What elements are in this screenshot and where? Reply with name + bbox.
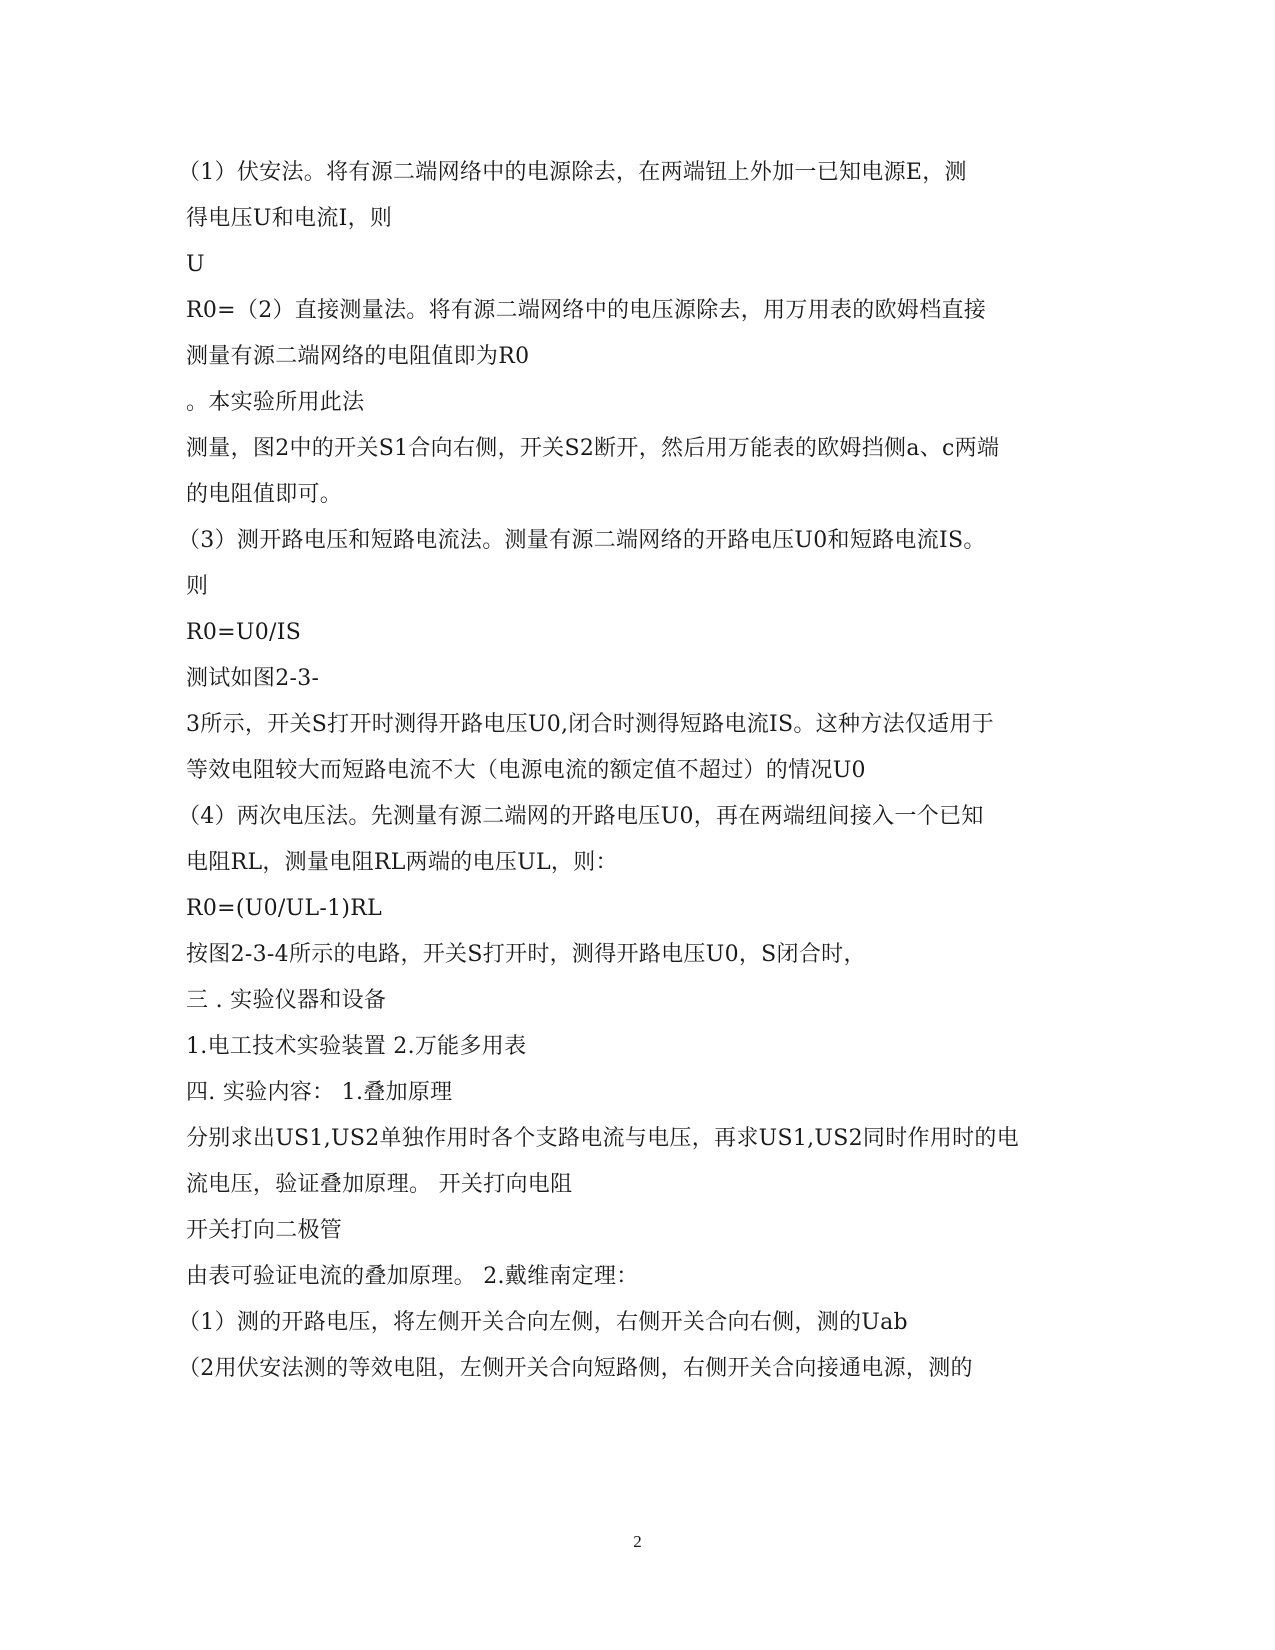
section-heading: 四. 实验内容： 1.叠加原理	[186, 1080, 453, 1105]
text-line: 的电阻值即可。	[186, 482, 343, 507]
section-heading: 三 . 实验仪器和设备	[186, 988, 387, 1013]
text-line: （1）测的开路电压，将左侧开关合向左侧，右侧开关合向右侧，测的Uab	[178, 1310, 908, 1335]
text-line: （2用伏安法测的等效电阻，左侧开关合向短路侧，右侧开关合向接通电源，测的	[178, 1356, 973, 1381]
text-line: 。本实验所用此法	[186, 390, 365, 415]
text-line: R0=（2）直接测量法。将有源二端网络中的电压源除去，用万用表的欧姆档直接	[186, 298, 987, 323]
text-line: （3）测开路电压和短路电流法。测量有源二端网络的开路电压U0和短路电流IS。	[178, 528, 986, 553]
body-text	[178, 150, 1086, 1392]
text-line: 分别求出US1,US2单独作用时各个支路电流与电压，再求US1,US2同时作用时的电	[186, 1126, 1020, 1151]
text-line: 流电压，验证叠加原理。 开关打向电阻	[186, 1172, 573, 1197]
text-line: 3所示，开关S打开时测得开路电压U0,闭合时测得短路电流IS。这种方法仅适用于	[186, 712, 995, 737]
text-line: 由表可验证电流的叠加原理。 2.戴维南定理：	[186, 1264, 639, 1289]
text-line: 则	[186, 574, 209, 599]
text-line: 得电压U和电流I，则	[186, 206, 393, 231]
text-line: 按图2-3-4所示的电路，开关S打开时，测得开路电压U0，S闭合时，	[186, 942, 866, 967]
page-number: 2	[633, 1532, 642, 1551]
text-line: （1）伏安法。将有源二端网络中的电源除去，在两端钮上外加一已知电源E，测	[178, 160, 967, 185]
text-line: 开关打向二极管	[186, 1218, 343, 1243]
text-line: R0=U0/IS	[186, 620, 302, 645]
text-line: U	[186, 252, 205, 277]
text-line: 测量有源二端网络的电阻值即为R0	[186, 344, 530, 369]
text-line: 测试如图2-3-	[186, 666, 320, 691]
text-line: 测量，图2中的开关S1合向右侧，开关S2断开，然后用万能表的欧姆挡侧a、c两端	[186, 436, 1000, 461]
text-line: 等效电阻较大而短路电流不大（电源电流的额定值不超过）的情况U0	[186, 758, 866, 783]
text-line: 电阻RL，测量电阻RL两端的电压UL，则：	[186, 850, 618, 875]
text-line: （4）两次电压法。先测量有源二端网的开路电压U0，再在两端纽间接入一个已知	[178, 804, 984, 829]
text-line: R0=(U0/UL-1)RL	[186, 896, 383, 921]
text-line: 1.电工技术实验装置 2.万能多用表	[186, 1034, 527, 1059]
